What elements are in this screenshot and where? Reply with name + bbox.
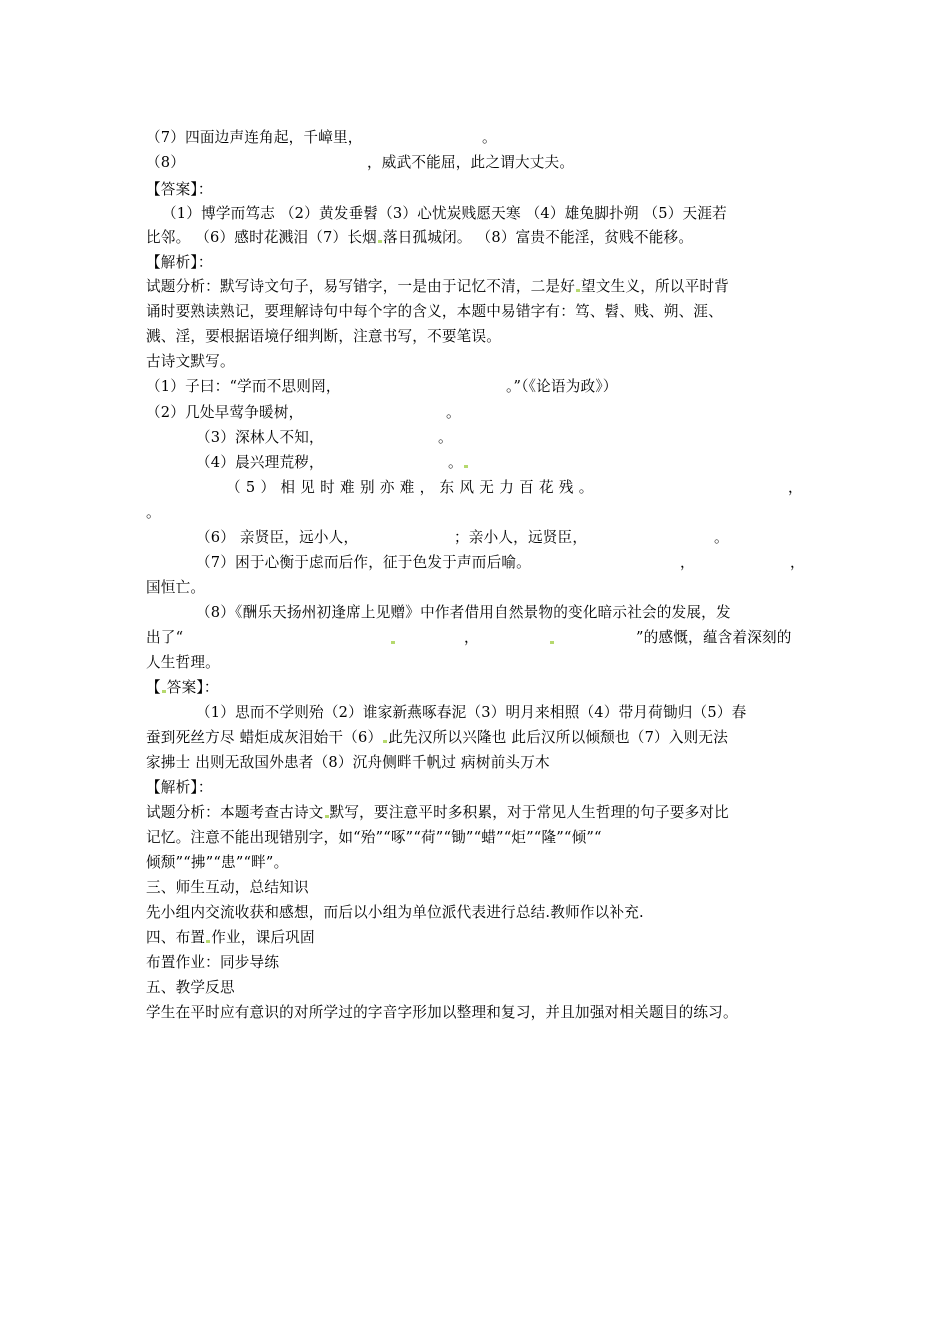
answer-text: 落日孤城闭。 （8）富贵不能淫，贫贱不能移。	[382, 229, 694, 246]
analysis-heading: 【解析】：	[146, 254, 213, 271]
answer-heading-text: 答案】：	[166, 679, 219, 696]
analysis-line: 倾颓”“拂”“患”“畔”。	[146, 854, 289, 871]
heading-homework-text: 作业，课后巩固	[211, 929, 315, 946]
question-5-end: 。	[146, 504, 161, 521]
answer-line	[146, 228, 810, 248]
answer-line: （1）思而不学则殆（2）谁家新燕啄春泥（3）明月来相照（4）带月荷锄归（5）春	[196, 704, 747, 721]
analysis-text: 试题分析：默写诗文句子，易写错字，一是由于记忆不清，二是好	[146, 278, 576, 295]
question-7-comma: ，	[790, 554, 805, 571]
question-5-line	[226, 478, 810, 498]
question-8-continuation: 人生哲理。	[146, 654, 220, 671]
question-7-text: （7）四面边声连角起，千嶂里，	[146, 129, 363, 146]
answer-line	[146, 728, 810, 748]
question-3-line	[196, 428, 810, 448]
question-7-line	[146, 128, 810, 148]
question-1-end: 。”（《论语为政》）	[506, 378, 618, 395]
question-8-comma: ，	[464, 629, 479, 646]
answer-heading: 【答案】：	[146, 181, 213, 198]
question-6-end: 。	[714, 529, 729, 546]
answer-line: 家拂士 出则无敌国外患者（8）沉舟侧畔千帆过 病树前头万木	[146, 754, 550, 771]
highlight-mark	[378, 240, 382, 243]
answer-text: 比邻。 （6）感时花溅泪（7）长烟	[146, 229, 377, 246]
highlight-mark	[383, 740, 387, 743]
question-8-rest: ，威武不能屈，此之谓大丈夫。	[367, 154, 575, 171]
question-1-line	[146, 377, 810, 397]
question-8-text: 出了“	[146, 629, 184, 646]
heading-reflection: 五、教学反思	[146, 979, 235, 996]
paragraph-homework: 布置作业：同步导练	[146, 954, 280, 971]
question-6-mid: ；亲小人，远贤臣，	[454, 529, 588, 546]
heading-homework	[146, 928, 810, 948]
highlight-mark	[391, 641, 395, 644]
answer-text: 蚕到死丝方尽 蜡炬成灰泪始干（6）	[146, 729, 383, 746]
question-4-end: 。	[448, 454, 463, 471]
question-8-line: （8）《酬乐天扬州初逢席上见赠》中作者借用自然景物的变化暗示社会的发展，发	[196, 604, 731, 621]
highlight-mark	[162, 690, 166, 693]
question-2-end: 。	[446, 404, 461, 421]
question-6-text: （6） 亲贤臣，远小人，	[196, 529, 359, 546]
analysis-text: 默写，要注意平时多积累，对于常见人生哲理的句子要多对比	[329, 804, 729, 821]
highlight-mark	[325, 815, 329, 818]
question-8-end: ”的感慨，蕴含着深刻的	[636, 629, 792, 646]
analysis-line: 诵时要熟读熟记，要理解诗句中每个字的含义，本题中易错字有：笃、髫、贱、朔、涯、	[146, 303, 723, 320]
analysis-text: 试题分析：本题考查古诗文	[146, 804, 324, 821]
question-7-line	[196, 553, 810, 573]
answer-heading-bracket: 【	[146, 679, 161, 696]
highlight-mark	[206, 940, 210, 943]
question-3-text: （3）深林人不知，	[196, 429, 324, 446]
question-7-comma: ，	[680, 554, 695, 571]
question-5-text: （5）相见时难别亦难，东风无力百花残。	[226, 479, 599, 496]
question-4-text: （4）晨兴理荒秽，	[196, 454, 324, 471]
heading-homework-text: 四、布置	[146, 929, 206, 946]
question-2-line	[146, 403, 810, 423]
question-8-text: （8）	[146, 154, 186, 171]
question-8-line	[146, 153, 810, 173]
question-4-line	[196, 453, 810, 473]
answer-heading	[146, 678, 810, 698]
answer-line: （1）博学而笃志 （2）黄发垂髫（3）心忧炭贱愿天寒 （4）雄兔脚扑朔 （5）天涯若	[162, 205, 727, 222]
question-5-comma: ，	[788, 479, 803, 496]
question-2-text: （2）几处早莺争暖树，	[146, 404, 304, 421]
highlight-mark	[464, 465, 468, 468]
question-1-text: （1）子曰：“学而不思则罔，	[146, 378, 341, 395]
question-8-line	[146, 628, 810, 648]
question-7-end: 。	[482, 129, 497, 146]
question-7-continuation: 国恒亡。	[146, 579, 206, 596]
heading-interaction: 三、师生互动，总结知识	[146, 879, 309, 896]
analysis-line	[146, 803, 810, 823]
analysis-line	[146, 277, 810, 297]
paragraph-reflection: 学生在平时应有意识的对所学过的字音字形加以整理和复习，并且加强对相关题目的练习。	[146, 1004, 738, 1021]
section-title: 古诗文默写。	[146, 353, 235, 370]
highlight-mark	[576, 289, 580, 292]
analysis-line: 记忆。注意不能出现错别字，如“殆”“啄”“荷”“锄”“蜡”“炬”“隆”“倾”“	[146, 829, 602, 846]
answer-text: 此先汉所以兴隆也 此后汉所以倾颓也（7）入则无法	[388, 729, 729, 746]
question-3-end: 。	[438, 429, 453, 446]
paragraph-interaction: 先小组内交流收获和感想，而后以小组为单位派代表进行总结.教师作以补充.	[146, 904, 644, 921]
question-7-text: （7）困于心衡于虑而后作，征于色发于声而后喻。	[196, 554, 531, 571]
analysis-line: 溅、淫，要根据语境仔细判断，注意书写，不要笔误。	[146, 328, 502, 345]
highlight-mark	[550, 641, 554, 644]
question-6-line	[196, 528, 810, 548]
analysis-heading: 【解析】：	[146, 779, 213, 796]
analysis-text: 望文生义，所以平时背	[581, 278, 729, 295]
